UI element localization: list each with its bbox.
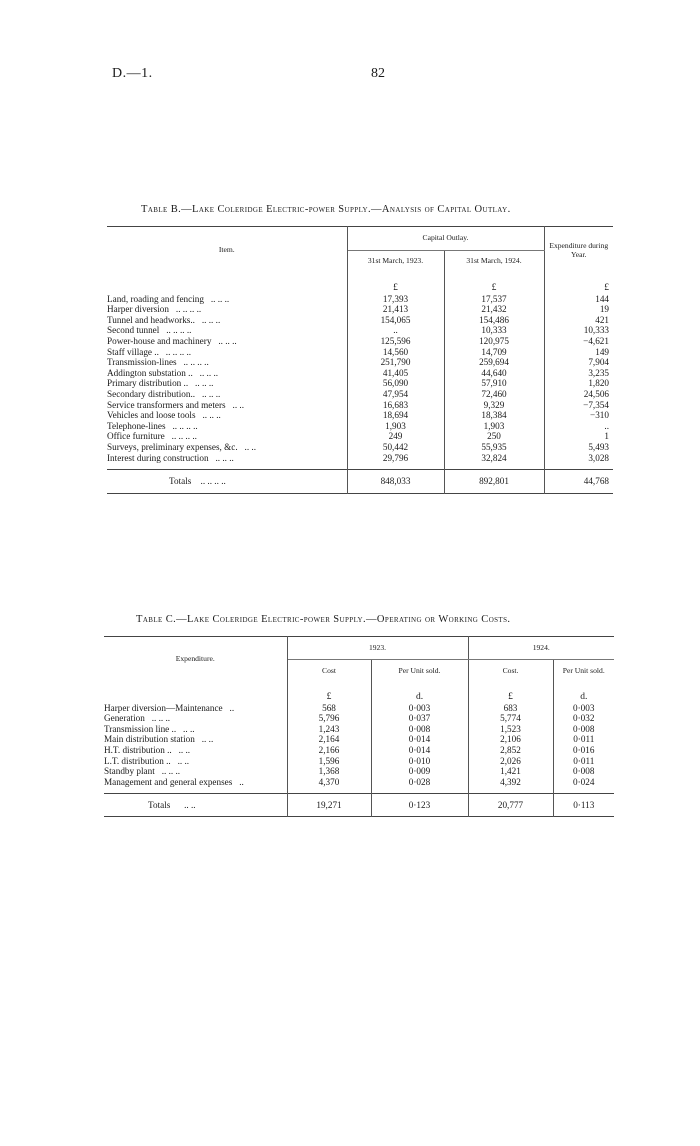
per-unit-1924: 0·003 [573,702,595,713]
table-row [107,347,613,358]
table-row [107,304,613,315]
page-number: 82 [371,66,385,81]
unit-pound: £ [444,273,544,294]
total-per-unit-1923: 0·123 [371,794,468,817]
column-header-expenditure: Expenditure during Year. [549,241,609,259]
value-1924: 57,910 [444,378,544,389]
value-1923: 47,954 [347,389,444,400]
table-row [107,357,613,368]
per-unit-1924: 0·008 [573,766,595,777]
column-header-expenditure: Expenditure. [104,637,287,683]
cost-1924: 1,523 [468,724,553,735]
totals-label: Totals .. .. [104,794,287,817]
value-1923: 154,065 [347,315,444,326]
row-label: Telephone-lines .. .. .. .. [107,421,347,432]
total-cost-1924: 20,777 [468,794,553,817]
cost-1923: 1,368 [287,766,371,777]
totals-row [104,794,614,817]
unit-pence: d. [371,682,468,703]
column-header-year-1923: 1923. [287,637,468,660]
value-1923: 249 [347,431,444,442]
cost-1923: 4,370 [287,777,371,794]
value-expenditure: 3,028 [588,452,609,463]
per-unit-1923: 0·014 [371,745,468,756]
value-expenditure: 3,235 [588,367,609,378]
unit-pound: £ [287,682,371,703]
value-1923: 17,393 [347,294,444,305]
row-label: Primary distribution .. .. .. .. [107,378,347,389]
value-expenditure: −7,354 [583,399,609,410]
row-label: Main distribution station .. .. [104,734,287,745]
table-row [104,734,614,745]
value-1924: 120,975 [444,336,544,347]
column-header-per-unit-1924: Per Unit sold. [562,665,605,675]
value-1923: 56,090 [347,378,444,389]
value-1923: 125,596 [347,336,444,347]
value-expenditure: −4,621 [583,335,609,346]
table-row [107,294,613,305]
row-label: Staff village .. .. .. .. .. [107,347,347,358]
table-row [107,410,613,421]
table-row [104,766,614,777]
unit-pound: £ [468,682,553,703]
cost-1924: 683 [468,703,553,714]
cost-1924: 1,421 [468,766,553,777]
row-label: Transmission line .. .. .. [104,724,287,735]
table-row [104,703,614,714]
table-row [107,442,613,453]
total-cost-1923: 19,271 [287,794,371,817]
value-expenditure: 19 [599,304,609,315]
table-row [104,745,614,756]
total-expenditure: 44,768 [544,470,613,494]
operating-costs-table [104,636,614,817]
column-header-cost-1923: Cost [287,660,371,683]
value-expenditure: −310 [590,410,609,421]
cost-1924: 2,026 [468,756,553,767]
table-row [107,389,613,400]
per-unit-1923: 0·037 [371,713,468,724]
per-unit-1923: 0·028 [371,777,468,794]
value-1924: 17,537 [444,294,544,305]
unit-pence: d. [580,692,588,702]
value-expenditure: 7,904 [588,357,609,368]
unit-pound: £ [347,273,444,294]
cost-1924: 2,852 [468,745,553,756]
value-1923: 21,413 [347,304,444,315]
row-label: H.T. distribution .. .. .. [104,745,287,756]
value-1924: 10,333 [444,325,544,336]
value-1923: .. [347,325,444,336]
value-1924: 9,329 [444,400,544,411]
table-row [104,777,614,794]
per-unit-1923: 0·003 [371,703,468,714]
table-row [107,400,613,411]
cost-1923: 568 [287,703,371,714]
value-expenditure: 1,820 [588,378,609,389]
table-row [107,453,613,470]
per-unit-1924: 0·024 [573,776,595,787]
value-expenditure: 24,506 [583,388,609,399]
row-label: Management and general expenses .. [104,777,287,794]
per-unit-1924: 0·016 [573,744,595,755]
row-label: Secondary distribution.. .. .. .. [107,389,347,400]
per-unit-1924: 0·008 [573,723,595,734]
column-header-per-unit-1923: Per Unit sold. [371,660,468,683]
unit-row [107,273,613,294]
totals-row [107,470,613,494]
table-row [107,431,613,442]
column-header-year-1924: 1924. [468,637,614,660]
row-label: Harper diversion—Maintenance .. [104,703,287,714]
value-1923: 50,442 [347,442,444,453]
column-header-item: Item. [107,227,347,274]
unit-row [104,682,614,703]
value-1924: 250 [444,431,544,442]
table-row [107,315,613,326]
value-expenditure: 5,493 [588,441,609,452]
value-1924: 72,460 [444,389,544,400]
cost-1923: 2,166 [287,745,371,756]
value-expenditure: 149 [595,346,609,357]
row-label: Standby plant .. .. .. [104,766,287,777]
row-label: Generation .. .. .. [104,713,287,724]
per-unit-1923: 0·009 [371,766,468,777]
total-per-unit-1924: 0·113 [553,794,614,817]
row-label: Power-house and machinery .. .. .. [107,336,347,347]
row-label: Addington substation .. .. .. .. [107,368,347,379]
total-1923: 848,033 [347,470,444,494]
value-expenditure: 10,333 [583,325,609,336]
value-1924: 154,486 [444,315,544,326]
row-label: Transmission-lines .. .. .. .. [107,357,347,368]
total-1924: 892,801 [444,470,544,494]
table-c-title: Table C.—Lake Coleridge Electric-power Supply.—Operating or Working Costs. [136,614,511,625]
value-1924: 259,694 [444,357,544,368]
value-1923: 18,694 [347,410,444,421]
row-label: Tunnel and headworks.. .. .. .. [107,315,347,326]
table-row [107,336,613,347]
row-label: L.T. distribution .. .. .. [104,756,287,767]
row-label: Service transformers and meters .. .. [107,400,347,411]
unit-pound: £ [604,283,609,293]
value-1924: 55,935 [444,442,544,453]
table-row [104,713,614,724]
value-1924: 1,903 [444,421,544,432]
table-row [107,325,613,336]
value-1924: 32,824 [444,453,544,470]
cost-1923: 1,243 [287,724,371,735]
cost-1924: 5,774 [468,713,553,724]
per-unit-1923: 0·010 [371,756,468,767]
cost-1923: 1,596 [287,756,371,767]
capital-outlay-table [107,226,613,494]
value-1924: 21,432 [444,304,544,315]
page-reference: D.—1. [112,66,153,81]
value-1924: 14,709 [444,347,544,358]
per-unit-1923: 0·008 [371,724,468,735]
totals-label: Totals .. .. .. .. [107,470,347,494]
value-expenditure: 421 [595,314,609,325]
per-unit-1924: 0·032 [573,713,595,724]
row-label: Harper diversion .. .. .. .. [107,304,347,315]
table-row [104,756,614,767]
cost-1923: 2,164 [287,734,371,745]
table-row [104,724,614,735]
table-row [107,421,613,432]
value-1923: 14,560 [347,347,444,358]
per-unit-1924: 0·011 [573,755,595,766]
value-1923: 16,683 [347,400,444,411]
row-label: Second tunnel .. .. .. .. [107,325,347,336]
row-label: Vehicles and loose tools .. .. .. [107,410,347,421]
value-1924: 44,640 [444,368,544,379]
column-header-1924: 31st March, 1924. [444,250,544,273]
per-unit-1923: 0·014 [371,734,468,745]
table-b-title: Table B.—Lake Coleridge Electric-power Supply.—Analysis of Capital Outlay. [141,204,511,215]
cost-1924: 2,106 [468,734,553,745]
table-row [107,368,613,379]
cost-1924: 4,392 [468,777,553,794]
value-expenditure: 144 [595,293,609,304]
column-header-1923: 31st March, 1923. [347,250,444,273]
cost-1923: 5,796 [287,713,371,724]
column-header-capital-outlay: Capital Outlay. [347,227,544,251]
value-expenditure: .. [604,420,609,431]
column-header-cost-1924: Cost. [468,660,553,683]
value-1923: 251,790 [347,357,444,368]
value-1923: 1,903 [347,421,444,432]
row-label: Office furniture .. .. .. .. [107,431,347,442]
value-expenditure: 1 [604,431,609,442]
value-1924: 18,384 [444,410,544,421]
row-label: Surveys, preliminary expenses, &c. .. .. [107,442,347,453]
row-label: Interest during construction .. .. .. [107,453,347,470]
per-unit-1924: 0·011 [573,734,595,745]
value-1923: 41,405 [347,368,444,379]
row-label: Land, roading and fencing .. .. .. [107,294,347,305]
table-row [107,378,613,389]
value-1923: 29,796 [347,453,444,470]
